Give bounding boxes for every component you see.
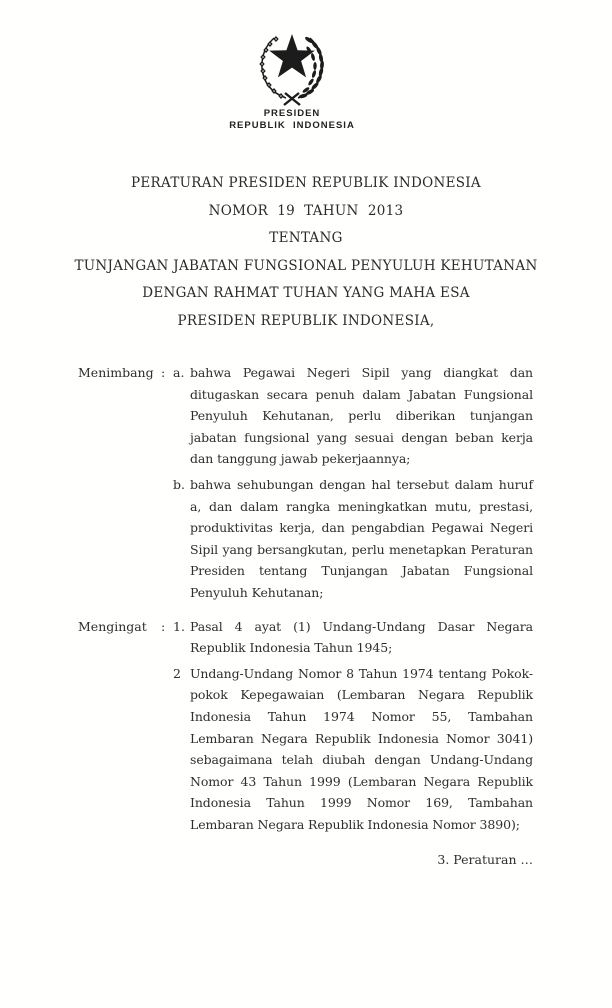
letterhead-republik-indonesia-text: REPUBLIK INDONESIA	[229, 119, 355, 131]
mengingat-item-1-marker: 1.	[173, 618, 185, 634]
clause-menimbang	[78, 362, 533, 604]
mengingat-item-1	[173, 616, 533, 659]
clause-menimbang-items	[173, 362, 533, 604]
menimbang-item-b-text: bahwa sehubungan dengan hal tersebut dalam huruf a, dan dalam rangka meningkatkan mutu, prestasi, produktivitas kerja, dan pengabdian Pegawai Negeri Sipil yang bersangkutan, perlu menetapkan Peraturan Presiden tentang Tunjangan Jabatan Fungsional Penyuluh Kehutanan;	[190, 476, 533, 600]
title-subject: TUNJANGAN JABATAN FUNGSIONAL PENYULUH KEHUTANAN	[74, 257, 538, 274]
clause-mengingat-items	[173, 616, 533, 836]
menimbang-item-b	[173, 474, 533, 604]
clause-mengingat	[78, 616, 533, 836]
menimbang-item-b-marker: b.	[173, 476, 185, 492]
star-wreath-emblem-icon	[248, 24, 336, 108]
clause-mengingat-colon: :	[161, 618, 166, 634]
clause-menimbang-label: Menimbang	[78, 365, 154, 380]
clauses-section	[78, 362, 533, 847]
title-authority: PRESIDEN REPUBLIK INDONESIA,	[177, 312, 435, 329]
menimbang-item-a-marker: a.	[173, 365, 185, 380]
clause-menimbang-colon: :	[161, 365, 166, 380]
clause-mengingat-label: Mengingat	[78, 618, 147, 634]
mengingat-item-2-text: Undang-Undang Nomor 8 Tahun 1974 tentang Pokok-pokok Kepegawaian (Lembaran Negara Republik Indonesia Tahun 1974 Nomor 55, Tambahan Lembaran Negara Republik Indonesia Nomor 3041) sebagaimana telah diubah dengan Undang-Undang Nomor 43 Tahun 1999 (Lembaran Negara Republik Indonesia Tahun 1999 Nomor 169, Tambahan Lembaran Negara Republik Indonesia Nomor 3890);	[190, 665, 533, 832]
title-number-year: NOMOR 19 TAHUN 2013	[208, 202, 404, 219]
title-tentang: TENTANG	[269, 230, 343, 247]
catchword: 3. Peraturan …	[437, 852, 533, 867]
mengingat-item-2	[173, 663, 533, 836]
title-invocation: DENGAN RAHMAT TUHAN YANG MAHA ESA	[142, 285, 470, 302]
emblem-crossed-stems	[284, 93, 300, 105]
letterhead-presiden-text: PRESIDEN	[263, 108, 321, 119]
mengingat-item-1-text: Pasal 4 ayat (1) Undang-Undang Dasar Negara Republik Indonesia Tahun 1945;	[190, 618, 533, 656]
document-title-block	[0, 170, 612, 336]
mengingat-item-2-marker: 2	[173, 665, 181, 681]
letterhead	[0, 24, 598, 131]
menimbang-item-a-text: bahwa Pegawai Negeri Sipil yang diangkat dan ditugaskan secara penuh dalam Jabatan Fungsional Penyuluh Kehutanan, perlu diberikan tunjangan jabatan fungsional yang sesuai dengan beban kerja dan tanggung jawab pekerjaannya;	[190, 365, 533, 467]
title-regulation-name: PERATURAN PRESIDEN REPUBLIK INDONESIA	[131, 175, 481, 191]
menimbang-item-a	[173, 362, 533, 470]
